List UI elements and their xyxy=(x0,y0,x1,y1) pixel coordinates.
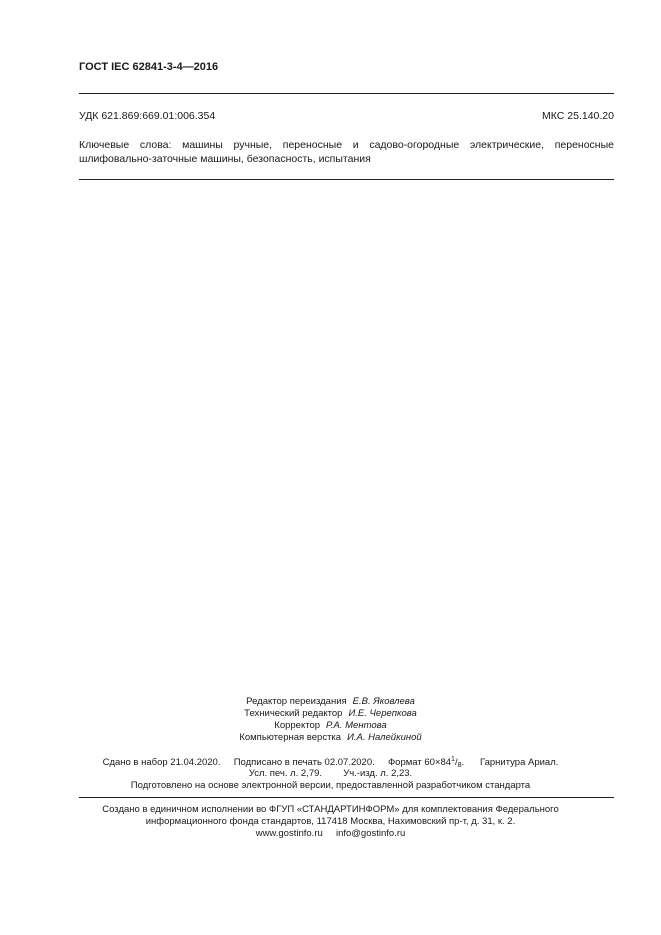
footer-divider xyxy=(79,797,614,798)
credit-line xyxy=(0,732,661,743)
credit-role: Корректор xyxy=(274,720,321,731)
publishing-sheets: Уч.-изд. л. 2,23. xyxy=(343,768,413,779)
credit-line xyxy=(0,696,661,707)
credit-name: Р.А. Ментова xyxy=(326,720,387,731)
typeface: Гарнитура Ариал. xyxy=(479,757,559,768)
footer-contacts xyxy=(0,828,661,839)
website-link[interactable]: www.gostinfo.ru xyxy=(255,828,323,839)
submitted-date: Сдано в набор 21.04.2020. xyxy=(102,757,221,768)
credit-role: Компьютерная верстка xyxy=(239,732,342,743)
email-link[interactable]: info@gostinfo.ru xyxy=(335,828,406,839)
credit-line xyxy=(0,720,661,731)
footer-line-2: информационного фонда стандартов, 117418 Москва, Нахимовский пр-т, д. 31, к. 2. xyxy=(145,816,516,827)
prepared-note: Подготовлено на основе электронной версии, предоставленной разработчиком стандарта xyxy=(130,780,531,791)
credit-role: Технический редактор xyxy=(244,708,343,719)
sheets-line xyxy=(0,768,661,779)
paper-format: Формат $60\times 84^1/_8$. xyxy=(387,756,465,769)
header-divider xyxy=(79,93,614,94)
keywords-divider xyxy=(79,179,614,180)
credit-name: И.Е. Черепкова xyxy=(348,708,417,719)
print-sheets: Усл. печ. л. 2,79. xyxy=(248,768,323,779)
credit-role: Редактор переиздания xyxy=(246,696,347,707)
credit-name: Е.В. Яковлева xyxy=(352,696,415,707)
signed-date: Подписано в печать 02.07.2020. xyxy=(233,757,375,768)
keywords-text: Ключевые слова: машины ручные, переносные и садово-огородные электрические, переносные шлифовально-заточные машины, безопасность, испытания xyxy=(79,139,614,165)
standard-code: ГОСТ IEC 62841-3-4—2016 xyxy=(79,61,219,73)
credit-name: И.А. Налейкиной xyxy=(347,732,422,743)
credit-line xyxy=(0,708,661,719)
udk-code: УДК 621.869:669.01:006.354 xyxy=(79,110,216,122)
footer-line-1: Создано в единичном исполнении во ФГУП «СТАНДАРТИНФОРМ» для комплектования Федерального xyxy=(102,804,559,815)
mks-code: МКС 25.140.20 xyxy=(542,110,614,122)
